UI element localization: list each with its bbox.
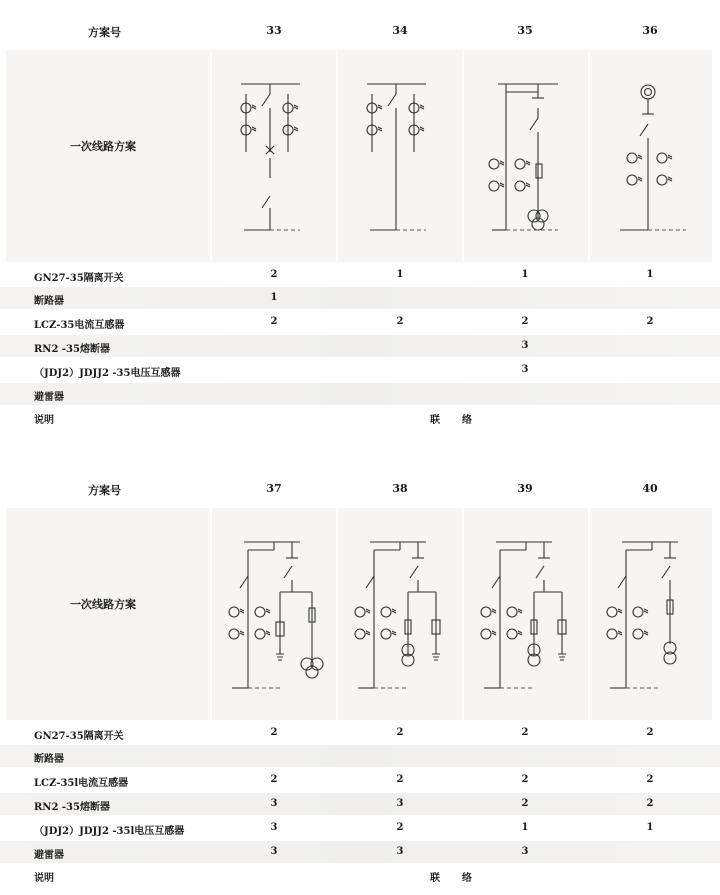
- component-qty: 3: [270, 846, 278, 857]
- circuit-diagram-33: [236, 78, 316, 238]
- component-row: [0, 287, 720, 309]
- diagram-band: [6, 50, 712, 262]
- component-label: GN27-35隔离开关: [34, 731, 124, 742]
- scheme-number: 38: [392, 482, 408, 495]
- note-label: 说明: [34, 873, 54, 884]
- scheme-table-2: [0, 458, 720, 895]
- scheme-number: 36: [642, 24, 658, 37]
- scheme-table-1: [0, 0, 720, 440]
- component-qty: 1: [396, 269, 404, 280]
- scheme-number: 40: [642, 482, 658, 495]
- note-row: [0, 864, 720, 886]
- component-qty: 2: [646, 727, 654, 738]
- component-label: 避雷器: [34, 850, 64, 861]
- component-qty: 2: [270, 316, 278, 327]
- component-row: [0, 841, 720, 863]
- component-qty: 3: [270, 798, 278, 809]
- component-qty: 2: [646, 798, 654, 809]
- component-row: [0, 769, 720, 791]
- circuit-diagram-38: [352, 536, 452, 696]
- scheme-number: 39: [517, 482, 533, 495]
- circuit-scheme-label: 一次线路方案: [70, 140, 136, 153]
- scheme-number: 37: [266, 482, 282, 495]
- component-row: [0, 311, 720, 333]
- scheme-number: 34: [392, 24, 408, 37]
- circuit-scheme-label: 一次线路方案: [70, 598, 136, 611]
- component-qty: 2: [270, 269, 278, 280]
- component-qty: 1: [270, 292, 278, 303]
- component-qty: 1: [521, 822, 529, 833]
- component-qty: 2: [396, 316, 404, 327]
- scheme-number-header: 方案号: [88, 484, 121, 497]
- component-qty: 2: [270, 774, 278, 785]
- component-qty: 2: [521, 316, 529, 327]
- component-label: 断路器: [34, 754, 64, 765]
- component-label: 断路器: [34, 296, 64, 307]
- note-text: 联络: [430, 873, 494, 884]
- component-label: 避雷器: [34, 392, 64, 403]
- component-label: RN2 -35熔断器: [34, 802, 110, 813]
- component-qty: 2: [396, 822, 404, 833]
- note-text: 联络: [430, 415, 494, 426]
- component-qty: 2: [396, 774, 404, 785]
- component-label: RN2 -35熔断器: [34, 344, 110, 355]
- component-label: GN27-35隔离开关: [34, 273, 124, 284]
- component-qty: 3: [396, 846, 404, 857]
- scheme-number-header: 方案号: [88, 26, 121, 39]
- note-label: 说明: [34, 415, 54, 426]
- note-row: [0, 406, 720, 428]
- component-label: LCZ-35电流互感器: [34, 320, 125, 331]
- circuit-diagram-34: [362, 78, 442, 238]
- component-row: [0, 359, 720, 381]
- component-qty: 3: [521, 340, 529, 351]
- component-qty: 2: [521, 774, 529, 785]
- component-qty: 2: [646, 316, 654, 327]
- component-label: LCZ-35l电流互感器: [34, 778, 129, 789]
- circuit-diagram-40: [604, 536, 704, 696]
- component-row: [0, 722, 720, 744]
- component-qty: 1: [646, 822, 654, 833]
- component-qty: 1: [646, 269, 654, 280]
- component-qty: 3: [270, 822, 278, 833]
- circuit-diagram-39: [478, 536, 578, 696]
- circuit-diagram-36: [612, 78, 692, 238]
- component-label: （JDJ2）JDJJ2 -35电压互感器: [34, 368, 181, 379]
- scheme-number: 35: [517, 24, 533, 37]
- component-qty: 2: [521, 798, 529, 809]
- component-qty: 1: [521, 269, 529, 280]
- component-qty: 3: [521, 364, 529, 375]
- component-row: [0, 817, 720, 839]
- component-qty: 2: [396, 727, 404, 738]
- component-row: [0, 335, 720, 357]
- scheme-number: 33: [266, 24, 282, 37]
- component-qty: 3: [521, 846, 529, 857]
- component-row: [0, 383, 720, 405]
- circuit-diagram-37: [226, 536, 326, 696]
- component-row: [0, 793, 720, 815]
- component-qty: 3: [396, 798, 404, 809]
- component-row: [0, 745, 720, 767]
- component-qty: 2: [521, 727, 529, 738]
- component-row: [0, 264, 720, 286]
- circuit-diagram-35: [484, 78, 564, 238]
- component-qty: 2: [270, 727, 278, 738]
- component-label: （JDJ2）JDJJ2 -35l电压互感器: [34, 826, 185, 837]
- component-qty: 2: [646, 774, 654, 785]
